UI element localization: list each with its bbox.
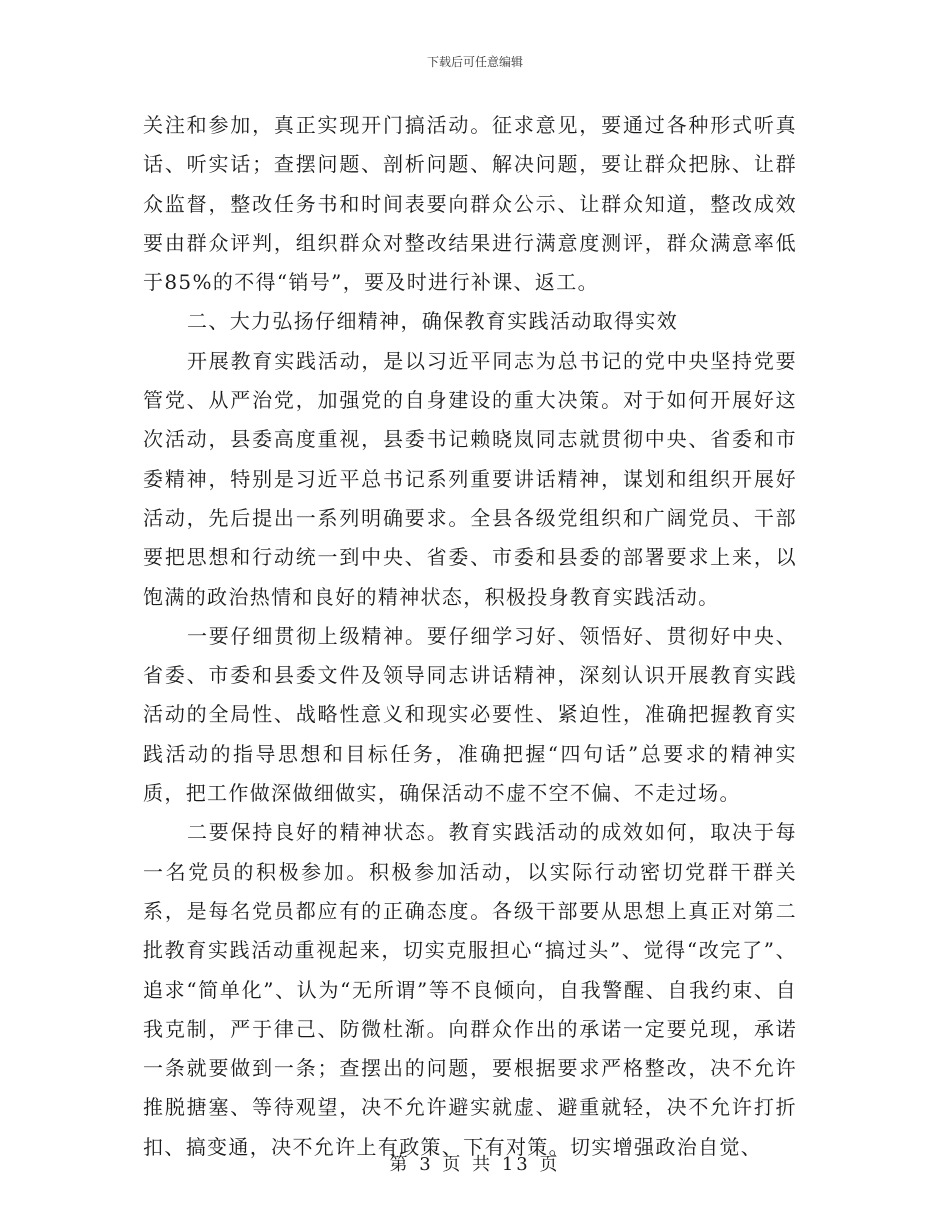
page-header-note: 下载后可任意编辑 <box>426 55 523 69</box>
paragraph: 关注和参加，真正实现开门搞活动。征求意见，要通过各种形式听真话、听实话；查摆问题、剖析问题、解决问题，要让群众把脉、让群众监督，整改任务书和时间表要向群众公示、让群众知道，整改成效要由群众评判，组织群众对整改结果进行满意度测评，群众满意率低于85%的不得“销号”，要及时进行补课、返工。 <box>143 113 797 295</box>
document-body <box>143 106 797 1167</box>
paragraph: 开展教育实践活动，是以习近平同志为总书记的党中央坚持党要管党、从严治党，加强党的自身建设的重大决策。对于如何开展好这次活动，县委高度重视，县委书记赖晓岚同志就贯彻中央、省委和市委精神，特别是习近平总书记系列重要讲话精神，谋划和组织开展好活动，先后提出一系列明确要求。全县各级党组织和广阔党员、干部要把思想和行动统一到中央、省委、市委和县委的部署要求上来，以饱满的政治热情和良好的精神状态，积极投身教育实践活动。 <box>143 348 797 609</box>
paragraph: 一要仔细贯彻上级精神。要仔细学习好、领悟好、贯彻好中央、省委、市委和县委文件及领导同志讲话精神，深刻认识开展教育实践活动的全局性、战略性意义和现实必要性、紧迫性，准确把握教育实践活动的指导思想和目标任务，准确把握“四句话”总要求的精神实质，把工作做深做细做实，确保活动不虚不空不偏、不走过场。 <box>143 623 797 806</box>
page-number-footer: 第 3 页 共 13 页 <box>389 1154 561 1175</box>
section-heading: 二、大力弘扬仔细精神，确保教育实践活动取得实效 <box>187 309 679 334</box>
paragraph: 二要保持良好的精神状态。教育实践活动的成效如何，取决于每一名党员的积极参加。积极参加活动，以实际行动密切党群干群关系，是每名党员都应有的正确态度。各级干部要从思想上真正对第二批教育实践活动重视起来，切实克服担心“搞过头”、觉得“改完了”、追求“简单化”、认为“无所谓”等不良倾向，自我警醒、自我约束、自我克制，严于律己、防微杜渐。向群众作出的承诺一定要兑现，承诺一条就要做到一条；查摆出的问题，要根据要求严格整改，决不允许推脱搪塞、等待观望，决不允许避实就虚、避重就轻，决不允许打折扣、搞变通，决不允许上有政策、下有对策。切实增强政治自觉、 <box>143 820 797 1159</box>
